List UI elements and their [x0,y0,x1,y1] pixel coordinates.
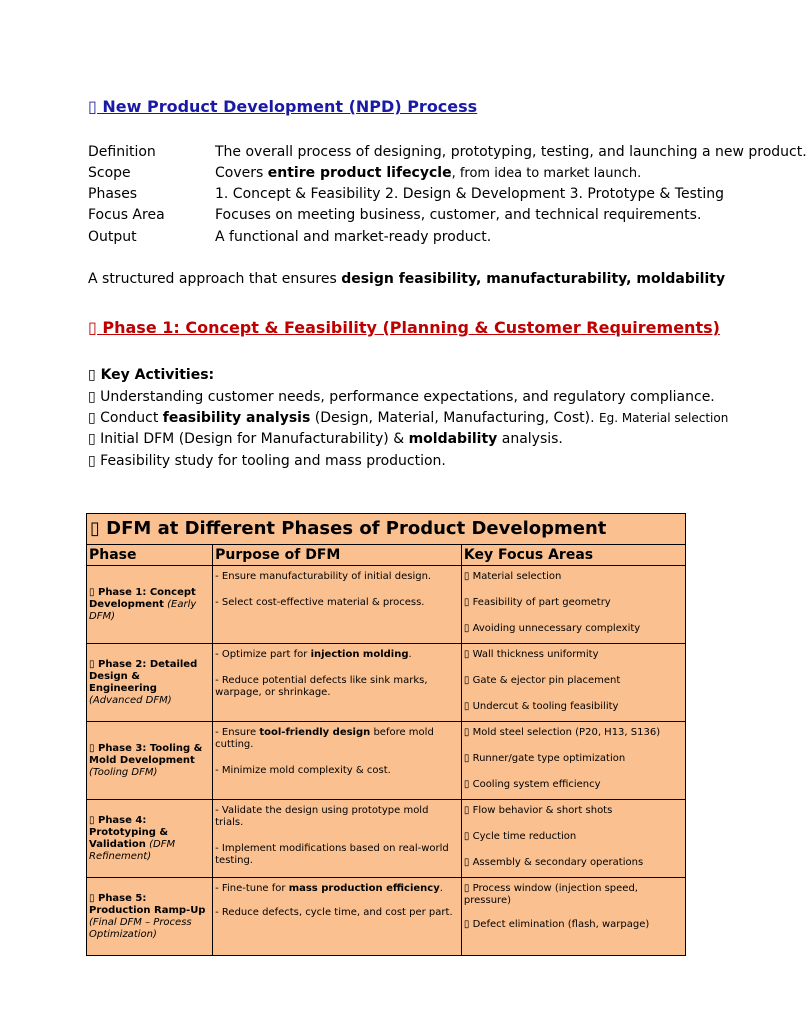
phase-cell: ▯ Phase 4: Prototyping & Validation (DFM Refinement) [87,800,213,878]
column-header: Purpose of DFM [213,545,462,566]
key-activities-heading: ▯ Key Activities: [88,367,215,383]
table-row [87,722,686,800]
focus-cell: ▯ Flow behavior & short shots ▯ Cycle time reduction ▯ Assembly & secondary operations [461,800,685,878]
focus-cell: ▯ Process window (injection speed, pressure) ▯ Defect elimination (flash, warpage) [461,878,685,956]
npd-summary: A structured approach that ensures design feasibility, manufacturability, moldability [88,271,726,287]
focus-cell: ▯ Wall thickness uniformity ▯ Gate & ejector pin placement ▯ Undercut & tooling feasibility [461,644,685,722]
npd-title[interactable]: ▯ New Product Development (NPD) Process [88,97,478,116]
npd-row-value: The overall process of designing, prototyping, testing, and launching a new product. [215,144,807,160]
activity-item: ▯ Conduct feasibility analysis (Design, Material, Manufacturing, Cost). Eg. Material selection [88,410,729,426]
npd-row-value: 1. Concept & Feasibility 2. Design & Development 3. Prototype & Testing [215,186,725,202]
purpose-cell: - Ensure manufacturability of initial design. - Select cost-effective material & process. [213,566,462,644]
activity-item: ▯ Understanding customer needs, performance expectations, and regulatory compliance. [88,389,715,405]
npd-row-label: Phases [88,186,138,202]
phase-cell: ▯ Phase 1: Concept Development (Early DFM) [87,566,213,644]
phase-cell: ▯ Phase 5: Production Ramp-Up (Final DFM – Process Optimization) [87,878,213,956]
table-row [87,878,686,956]
purpose-cell: - Ensure tool-friendly design before mold cutting. - Minimize mold complexity & cost. [213,722,462,800]
focus-cell: ▯ Material selection ▯ Feasibility of part geometry ▯ Avoiding unnecessary complexity [461,566,685,644]
table-row [87,566,686,644]
table-row [87,800,686,878]
activity-item: ▯ Initial DFM (Design for Manufacturability) & moldability analysis. [88,431,563,447]
npd-row-value: Focuses on meeting business, customer, and technical requirements. [215,207,702,223]
npd-row-label: Definition [88,144,156,160]
column-header: Phase [87,545,213,566]
npd-row-label: Output [88,229,137,245]
column-header: Key Focus Areas [461,545,685,566]
phase-cell: ▯ Phase 3: Tooling & Mold Development (Tooling DFM) [87,722,213,800]
npd-row-value: A functional and market-ready product. [215,229,492,245]
npd-row-label: Focus Area [88,207,165,223]
dfm-table [86,513,686,956]
npd-row-label: Scope [88,165,131,181]
purpose-cell: - Fine-tune for mass production efficiency. - Reduce defects, cycle time, and cost per part. [213,878,462,956]
table-row [87,644,686,722]
dfm-table-title: ▯ DFM at Different Phases of Product Development [87,514,686,545]
activity-item: ▯ Feasibility study for tooling and mass production. [88,453,446,469]
purpose-cell: - Optimize part for injection molding. - Reduce potential defects like sink marks, warpage, or shrinkage. [213,644,462,722]
purpose-cell: - Validate the design using prototype mold trials. - Implement modifications based on real-world testing. [213,800,462,878]
npd-row-value: Covers entire product lifecycle, from idea to market launch. [215,165,642,181]
focus-cell: ▯ Mold steel selection (P20, H13, S136) ▯ Runner/gate type optimization ▯ Cooling system efficiency [461,722,685,800]
phase-cell: ▯ Phase 2: Detailed Design & Engineering (Advanced DFM) [87,644,213,722]
phase1-title[interactable]: ▯ Phase 1: Concept & Feasibility (Planning & Customer Requirements) [88,318,720,337]
